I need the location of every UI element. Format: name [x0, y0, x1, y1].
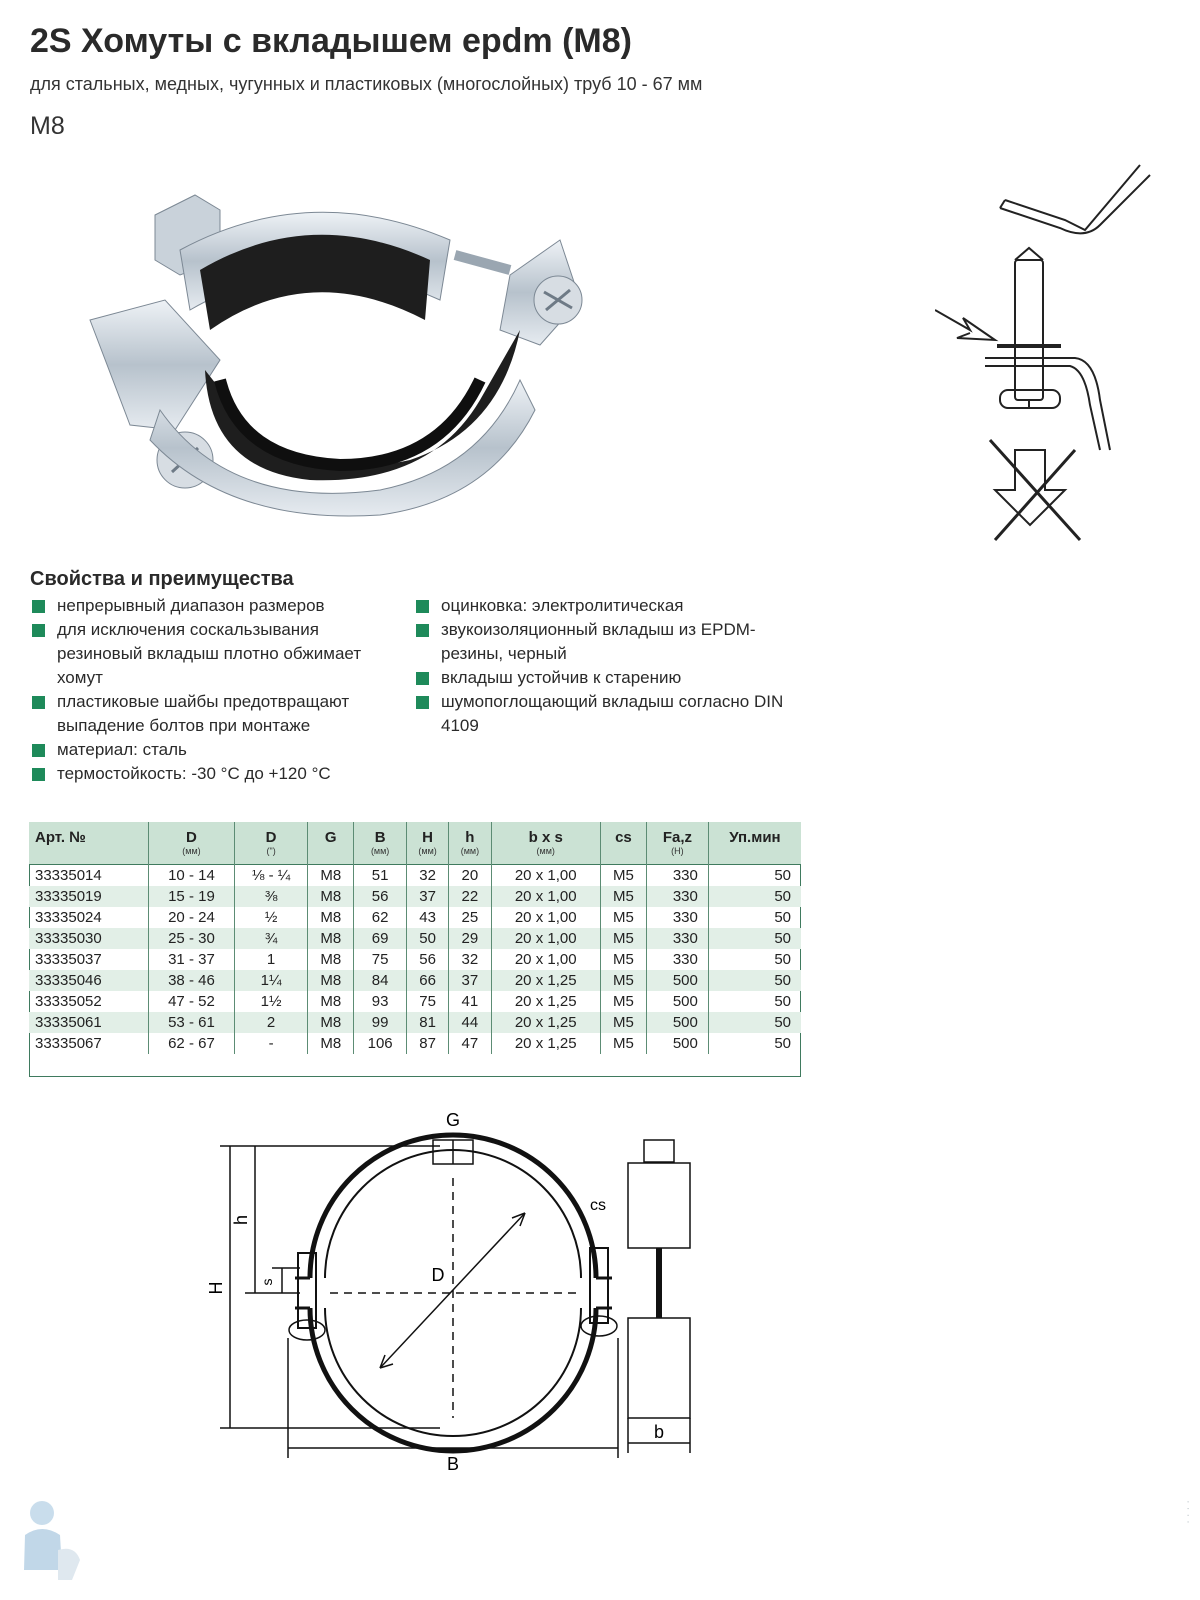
table-cell: ⅜: [235, 886, 308, 907]
spec-table-body: [29, 865, 801, 1055]
table-cell: 50: [708, 1033, 801, 1054]
table-cell: M5: [600, 928, 646, 949]
table-cell: M8: [308, 1033, 354, 1054]
table-cell: M5: [600, 1012, 646, 1033]
drawing-label-g: G: [445, 1110, 461, 1130]
table-cell: M5: [600, 886, 646, 907]
bullet-square-icon: [416, 696, 429, 709]
table-cell: M8: [308, 907, 354, 928]
drawing-label-cs: cs: [590, 1197, 606, 1214]
table-cell: 84: [354, 970, 407, 991]
bullet-square-icon: [416, 600, 429, 613]
table-cell: M5: [600, 970, 646, 991]
table-cell: 75: [406, 991, 448, 1012]
table-cell: ⅛ - ¼: [235, 865, 308, 887]
table-cell: ½: [235, 907, 308, 928]
table-cell: M8: [308, 991, 354, 1012]
col-header-g: G: [308, 822, 354, 846]
bullet-square-icon: [32, 696, 45, 709]
table-cell: 87: [406, 1033, 448, 1054]
unit-cell: (мм): [491, 846, 600, 865]
dimension-drawing: [200, 1098, 720, 1518]
table-header-row: [29, 822, 801, 846]
table-cell: 33335067: [35, 1035, 102, 1052]
table-cell: M5: [600, 1033, 646, 1054]
bullet-square-icon: [32, 600, 45, 613]
table-cell: M5: [600, 907, 646, 928]
drawing-label-b-lower: b: [653, 1422, 665, 1442]
table-cell: 50: [708, 865, 801, 887]
table-cell: 33335014: [35, 867, 102, 884]
unit-cell: (Н): [646, 846, 708, 865]
unit-cell: (мм): [449, 846, 491, 865]
unit-cell: ("): [235, 846, 308, 865]
table-cell: 51: [354, 865, 407, 887]
table-cell: 50: [708, 886, 801, 907]
page-subtitle: для стальных, медных, чугунных и пластиковых (многослойных) труб 10 - 67 мм: [30, 74, 703, 94]
table-cell: 2: [235, 1012, 308, 1033]
table-cell: M5: [600, 949, 646, 970]
col-header-faz: Fa,z: [646, 822, 708, 846]
drawing-label-d: D: [431, 1265, 445, 1285]
table-cell: 50: [708, 907, 801, 928]
property-item: пластиковые шайбы предотвращают выпадение болтов при монтаже: [30, 690, 400, 738]
table-cell: 20 x 1,00: [491, 949, 600, 970]
table-cell: 47 - 52: [148, 991, 234, 1012]
unit-cell: (мм): [406, 846, 448, 865]
table-cell: 33335037: [35, 951, 102, 968]
table-cell: 99: [354, 1012, 407, 1033]
drawing-label-h-lower: h: [231, 1214, 251, 1226]
table-cell: 500: [646, 1033, 708, 1054]
col-header-pack: Уп.мин: [708, 822, 801, 846]
table-cell: 500: [646, 991, 708, 1012]
properties-list-right: [414, 594, 784, 738]
table-cell: 50: [406, 928, 448, 949]
table-cell: 330: [646, 949, 708, 970]
table-cell: 106: [354, 1033, 407, 1054]
table-cell: 33335046: [35, 972, 102, 989]
table-cell: 20: [449, 865, 491, 887]
table-cell: 330: [646, 928, 708, 949]
plumber-mascot-logo: [10, 1495, 90, 1585]
unit-cell: (мм): [354, 846, 407, 865]
property-item: вкладыш устойчив к старению: [414, 666, 784, 690]
table-row: [29, 886, 801, 907]
unit-cell: [600, 846, 646, 865]
property-item: оцинковка: электролитическая: [414, 594, 784, 618]
table-cell: 20 x 1,25: [491, 1033, 600, 1054]
table-cell: 81: [406, 1012, 448, 1033]
table-cell: M5: [600, 865, 646, 887]
table-row: [29, 928, 801, 949]
table-cell: 20 x 1,00: [491, 886, 600, 907]
properties-list-left: [30, 594, 400, 786]
table-cell: M8: [308, 886, 354, 907]
table-cell: 500: [646, 970, 708, 991]
table-cell: 50: [708, 1012, 801, 1033]
table-cell: 33335024: [35, 909, 102, 926]
table-cell: 75: [354, 949, 407, 970]
spec-table: [29, 822, 801, 1054]
table-cell: 20 x 1,25: [491, 991, 600, 1012]
table-cell: 20 x 1,25: [491, 970, 600, 991]
property-item: термостойкость: -30 °С до +120 °С: [30, 762, 400, 786]
table-cell: 62 - 67: [148, 1033, 234, 1054]
table-row: [29, 970, 801, 991]
bullet-square-icon: [32, 624, 45, 637]
page-title: 2S Хомуты с вкладышем epdm (М8): [30, 22, 632, 60]
table-row: [29, 1033, 801, 1054]
table-cell: M8: [308, 949, 354, 970]
table-cell: 33335019: [35, 888, 102, 905]
table-row: [29, 865, 801, 887]
table-cell: 330: [646, 907, 708, 928]
col-header-art: Арт. №: [29, 822, 148, 846]
unit-cell: [708, 846, 801, 865]
table-row: [29, 949, 801, 970]
table-row: [29, 907, 801, 928]
table-cell: 50: [708, 970, 801, 991]
table-cell: 33335061: [35, 1014, 102, 1031]
table-cell: 50: [708, 949, 801, 970]
col-header-bxs: b x s: [491, 822, 600, 846]
unit-cell: (мм): [148, 846, 234, 865]
table-row: [29, 991, 801, 1012]
table-cell: 93: [354, 991, 407, 1012]
table-cell: 47: [449, 1033, 491, 1054]
watermark-text: · · · ·: [1182, 1500, 1194, 1524]
col-header-b: B: [354, 822, 407, 846]
col-header-cs: cs: [600, 822, 646, 846]
table-cell: M8: [308, 865, 354, 887]
table-cell: ¾: [235, 928, 308, 949]
series-label: М8: [30, 112, 65, 140]
table-cell: 32: [449, 949, 491, 970]
table-cell: 50: [708, 928, 801, 949]
col-header-d-inch: D: [235, 822, 308, 846]
bullet-square-icon: [32, 768, 45, 781]
table-cell: 500: [646, 1012, 708, 1033]
properties-heading: Свойства и преимущества: [30, 568, 294, 590]
table-cell: 1½: [235, 991, 308, 1012]
table-cell: 56: [406, 949, 448, 970]
col-header-h-upper: H: [406, 822, 448, 846]
table-cell: 330: [646, 865, 708, 887]
table-cell: M8: [308, 1012, 354, 1033]
table-cell: 330: [646, 886, 708, 907]
table-cell: 31 - 37: [148, 949, 234, 970]
table-cell: 41: [449, 991, 491, 1012]
table-cell: 37: [449, 970, 491, 991]
table-cell: 1: [235, 949, 308, 970]
table-cell: 22: [449, 886, 491, 907]
table-cell: 69: [354, 928, 407, 949]
table-cell: M8: [308, 928, 354, 949]
table-cell: 50: [708, 991, 801, 1012]
table-cell: 32: [406, 865, 448, 887]
table-cell: 20 x 1,00: [491, 928, 600, 949]
installation-diagram: [935, 160, 1165, 550]
table-units-row: [29, 846, 801, 865]
property-item: для исключения соскальзывания резиновый вкладыш плотно обжимает хомут: [30, 618, 400, 690]
table-cell: 25 - 30: [148, 928, 234, 949]
col-header-d-mm: D: [148, 822, 234, 846]
product-photo: [80, 180, 600, 520]
property-item: непрерывный диапазон размеров: [30, 594, 400, 618]
table-cell: 33335052: [35, 993, 102, 1010]
bullet-square-icon: [416, 624, 429, 637]
unit-cell: [29, 846, 148, 865]
table-cell: 25: [449, 907, 491, 928]
drawing-label-h-upper: H: [206, 1281, 226, 1295]
table-row: [29, 1012, 801, 1033]
table-cell: M5: [600, 991, 646, 1012]
property-item: шумопоглощающий вкладыш согласно DIN 4109: [414, 690, 784, 738]
col-header-h-lower: h: [449, 822, 491, 846]
table-cell: 43: [406, 907, 448, 928]
table-cell: 44: [449, 1012, 491, 1033]
property-item: материал: сталь: [30, 738, 400, 762]
table-cell: -: [235, 1033, 308, 1054]
table-cell: 1¼: [235, 970, 308, 991]
table-cell: 20 x 1,00: [491, 907, 600, 928]
table-cell: 20 x 1,25: [491, 1012, 600, 1033]
property-item: звукоизоляционный вкладыш из EPDM-резины, черный: [414, 618, 784, 666]
table-cell: M8: [308, 970, 354, 991]
table-cell: 62: [354, 907, 407, 928]
table-cell: 15 - 19: [148, 886, 234, 907]
table-cell: 29: [449, 928, 491, 949]
table-cell: 10 - 14: [148, 865, 234, 887]
table-cell: 37: [406, 886, 448, 907]
table-cell: 20 - 24: [148, 907, 234, 928]
table-cell: 20 x 1,00: [491, 865, 600, 887]
table-cell: 33335030: [35, 930, 102, 947]
drawing-label-s: s: [259, 1278, 275, 1286]
table-cell: 53 - 61: [148, 1012, 234, 1033]
bullet-square-icon: [32, 744, 45, 757]
unit-cell: [308, 846, 354, 865]
table-cell: 38 - 46: [148, 970, 234, 991]
drawing-label-b-upper: B: [446, 1454, 460, 1474]
bullet-square-icon: [416, 672, 429, 685]
table-cell: 56: [354, 886, 407, 907]
table-cell: 66: [406, 970, 448, 991]
